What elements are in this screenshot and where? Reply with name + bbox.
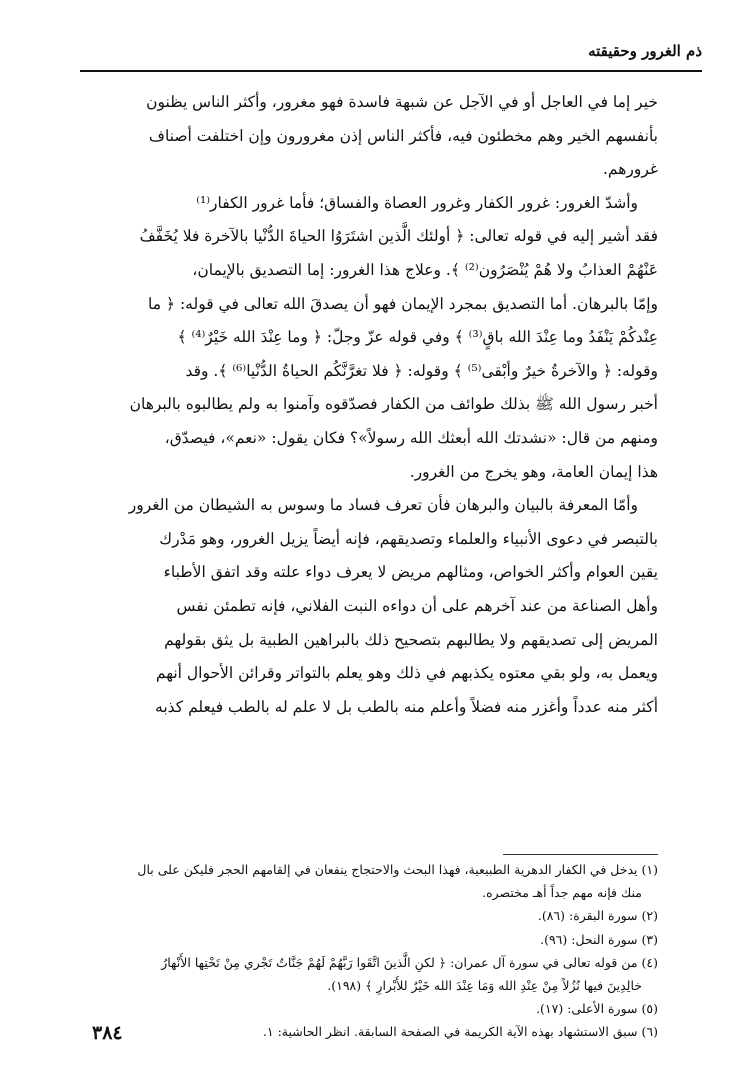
text-line: عَنْهُمْ العذابُ ولا هُمْ يُنْصَرُون⁽²⁾ ﴾. وعلاج هذا الغرور: إما التصديق بالإيمان، [192,260,658,279]
text-line: هذا إيمان العامة، وهو يخرج من الغرور. [409,462,658,481]
footnotes [96,858,658,1044]
text-line: ويعمل به، ولو بقي معتوه يكذبهم في ذلك وهو يعلم بالتواتر وقرائن الأحوال أنهم [155,664,658,683]
footnote-3: (٣) سورة النحل: (٩٦). [540,931,658,947]
text-line: المريض إلى تصديقهم ولا يطالبهم بتصحيح ذلك بالبراهين الطبية بل يثق بقولهم [164,630,658,649]
text-line: وأشدّ الغرور: غرور الكفار وغرور العصاة والفساق؛ فأما غرور الكفار⁽¹⁾ [196,193,638,212]
header-rule [80,70,702,72]
footnote-6: (٦) سبق الاستشهاد بهذه الآية الكريمة في الصفحة السابقة. انظر الحاشية: ١. [262,1024,658,1040]
text-line: بأنفسهم الخير وهم مخطئون فيه، فأكثر الناس إذن مغرورون وإن اختلفت أصناف [148,126,658,145]
footnote-5: (٥) سورة الأعلى: (١٧). [536,1001,658,1017]
footnote-rule [503,854,658,855]
text-line: ومنهم من قال: «نشدتك الله أبعثك الله رسولاً»؟ فكان يقول: «نعم»، فيصدّق، [164,428,658,447]
running-header: ذم الغرور وحقيقته [588,42,702,60]
text-line: فقد أشير إليه في قوله تعالى: ﴿ أولئك الَّذين اشتَرَوُا الحياةَ الدُّنْيا بالآخرة فلا يُخَفَّفُ [139,227,658,246]
text-line: أخبر رسول الله ﷺ بذلك طوائف من الكفار فصدّقوه وآمنوا به ولم يطالبوه بالبرهان [129,395,658,414]
footnote-4: (٤) من قوله تعالى في سورة آل عمران: ﴿ لكنِ الَّذينَ اتَّقَوا رَبَّهُمْ لَهُمْ جَنَّاتٌ تَجْري مِنْ تَحْتِها الأَنْهارُ [161,954,658,970]
text-line: خير إما في العاجل أو في الآجل عن شبهة فاسدة فهو مغرور، وأكثر الناس يظنون [146,93,658,111]
text-line: عِنْدكُمْ يَنْفَدُ وما عِنْدَ الله باقٍ⁽³⁾ ﴾ وفي قوله عزّ وجلّ: ﴿ وما عِنْدَ الله خَيْرٌ⁽⁴⁾ ﴾ [177,328,658,347]
text-line: وإمّا بالبرهان. أما التصديق بمجرد الإيمان فهو أن يصدقَ الله تعالى في قوله: ﴿ ما [147,294,658,313]
page-number: ٣٨٤ [92,1022,123,1044]
main-text [96,86,658,724]
text-line: وأمّا المعرفة بالبيان والبرهان فأن تعرف فساد ما وسوس به الشيطان من الغرور [128,496,638,515]
footnote-1-continued: منك فإنه مهم جداً أهـ مختصره. [482,885,642,901]
text-line: وقوله: ﴿ والآخرةُ خيرٌ وأبْقى⁽⁵⁾ ﴾ وقوله: ﴿ فلا تغرَّنَّكُم الحياةُ الدُّنْيا⁽⁶⁾ ﴾. وقد [185,361,658,380]
footnote-2: (٢) سورة البقرة: (٨٦). [537,908,658,924]
text-line: يقين العوام وأكثر الخواص، ومثالهم مريض لا يعرف دواء علته وقد اتفق الأطباء [163,563,658,582]
text-line: بالتبصر في دعوى الأنبياء والعلماء وتصديقهم، فإنه أيضاً يزيل الغرور، وهو مَدْرك [159,529,658,548]
footnote-1: (١) يدخل في الكفار الدهرية الطبيعية، فهذا البحث والاحتجاج ينفعان في إلقامهم الحجر فليكن على بال [137,862,658,877]
text-line: وأهل الصناعة من عند آخرهم على أن دواءه النبت الفلاني، فإنه تطمئن نفس [176,596,658,615]
footnote-4-continued: خالِدِينَ فيها نُزُلاً مِنْ عِنْدِ الله وَمَا عِنْدَ الله خَيْرٌ للأَبْرارِ ﴾ (١٩٨). [327,978,642,994]
text-line: أكثر منه عدداً وأغزر منه فضلاً وأعلم منه بالطب بل لا علم له بالطب فيعلم كذبه [155,697,658,716]
text-line: غرورهم. [602,160,658,179]
